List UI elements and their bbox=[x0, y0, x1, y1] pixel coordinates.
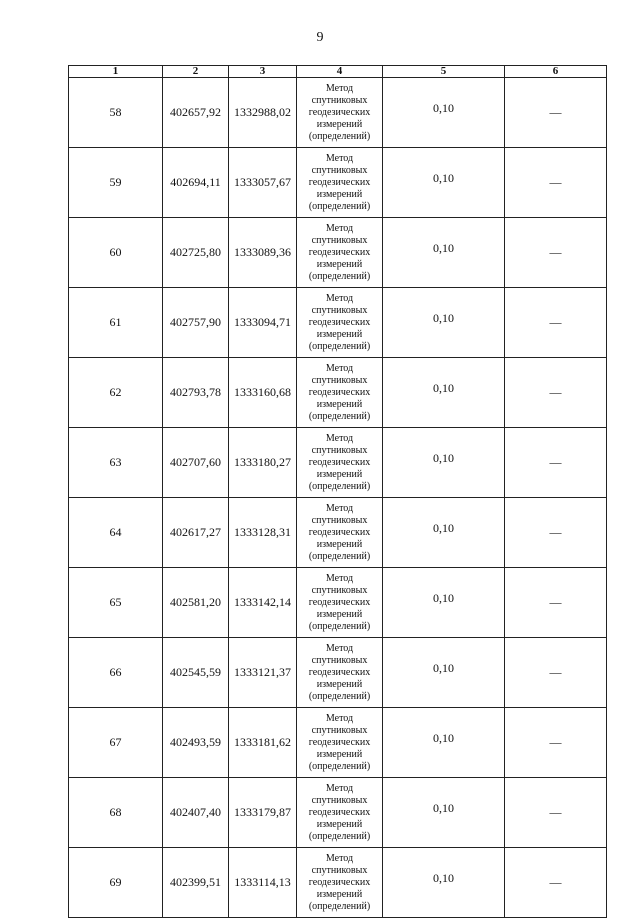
table-body bbox=[69, 78, 607, 918]
x-coordinate-cell: 402545,59 bbox=[163, 638, 229, 708]
point-number-cell: 60 bbox=[69, 218, 163, 288]
method-cell bbox=[297, 148, 383, 218]
y-coordinate-cell: 1333121,37 bbox=[229, 638, 297, 708]
accuracy-cell: 0,10 bbox=[383, 148, 505, 218]
method-line: спутниковых bbox=[311, 374, 368, 386]
y-coordinate-cell: 1333142,14 bbox=[229, 568, 297, 638]
header-col-4: 4 bbox=[297, 66, 383, 78]
point-number-cell: 69 bbox=[69, 848, 163, 918]
accuracy-cell: 0,10 bbox=[383, 708, 505, 778]
method-line: геодезических bbox=[308, 316, 371, 328]
note-cell bbox=[505, 288, 607, 358]
method-line: Метод bbox=[325, 152, 354, 164]
x-coordinate-cell: 402657,92 bbox=[163, 78, 229, 148]
note-cell bbox=[505, 428, 607, 498]
method-line: измерений bbox=[316, 678, 363, 690]
accuracy-cell: 0,10 bbox=[383, 358, 505, 428]
header-col-6: 6 bbox=[505, 66, 607, 78]
header-col-2: 2 bbox=[163, 66, 229, 78]
table-row bbox=[69, 288, 607, 358]
method-line: Метод bbox=[325, 362, 354, 374]
y-coordinate-cell: 1333179,87 bbox=[229, 778, 297, 848]
x-coordinate-cell: 402793,78 bbox=[163, 358, 229, 428]
point-number-cell: 66 bbox=[69, 638, 163, 708]
table-row bbox=[69, 428, 607, 498]
method-line: геодезических bbox=[308, 806, 371, 818]
dash-mark: — bbox=[549, 315, 562, 329]
y-coordinate-cell: 1333128,31 bbox=[229, 498, 297, 568]
method-line: измерений bbox=[316, 818, 363, 830]
y-coordinate-cell: 1333057,67 bbox=[229, 148, 297, 218]
dash-mark: — bbox=[549, 245, 562, 259]
note-cell bbox=[505, 358, 607, 428]
method-line: Метод bbox=[325, 432, 354, 444]
y-coordinate-cell: 1333114,13 bbox=[229, 848, 297, 918]
point-number-cell: 58 bbox=[69, 78, 163, 148]
method-line: спутниковых bbox=[311, 444, 368, 456]
accuracy-cell: 0,10 bbox=[383, 288, 505, 358]
method-line: измерений bbox=[316, 608, 363, 620]
dash-mark: — bbox=[549, 595, 562, 609]
method-cell bbox=[297, 778, 383, 848]
method-line: (определений) bbox=[308, 410, 371, 422]
accuracy-cell: 0,10 bbox=[383, 498, 505, 568]
method-line: спутниковых bbox=[311, 864, 368, 876]
method-line: спутниковых bbox=[311, 584, 368, 596]
point-number-cell: 59 bbox=[69, 148, 163, 218]
table-row bbox=[69, 78, 607, 148]
table-header-row bbox=[69, 66, 607, 78]
method-line: Метод bbox=[325, 82, 354, 94]
point-number-cell: 67 bbox=[69, 708, 163, 778]
method-cell bbox=[297, 428, 383, 498]
method-cell bbox=[297, 848, 383, 918]
method-line: (определений) bbox=[308, 830, 371, 842]
method-line: геодезических bbox=[308, 596, 371, 608]
table-row bbox=[69, 638, 607, 708]
method-line: (определений) bbox=[308, 270, 371, 282]
table-row bbox=[69, 708, 607, 778]
method-line: спутниковых bbox=[311, 164, 368, 176]
dash-mark: — bbox=[549, 735, 562, 749]
x-coordinate-cell: 402407,40 bbox=[163, 778, 229, 848]
method-line: измерений bbox=[316, 328, 363, 340]
dash-mark: — bbox=[549, 385, 562, 399]
method-line: геодезических bbox=[308, 106, 371, 118]
point-number-cell: 62 bbox=[69, 358, 163, 428]
table-row bbox=[69, 778, 607, 848]
note-cell bbox=[505, 148, 607, 218]
method-line: спутниковых bbox=[311, 724, 368, 736]
note-cell bbox=[505, 708, 607, 778]
method-line: геодезических bbox=[308, 456, 371, 468]
note-cell bbox=[505, 78, 607, 148]
note-cell bbox=[505, 568, 607, 638]
note-cell bbox=[505, 848, 607, 918]
note-cell bbox=[505, 638, 607, 708]
table-row bbox=[69, 568, 607, 638]
y-coordinate-cell: 1333180,27 bbox=[229, 428, 297, 498]
method-cell bbox=[297, 708, 383, 778]
method-line: (определений) bbox=[308, 200, 371, 212]
method-line: измерений bbox=[316, 538, 363, 550]
note-cell bbox=[505, 778, 607, 848]
x-coordinate-cell: 402707,60 bbox=[163, 428, 229, 498]
dash-mark: — bbox=[549, 805, 562, 819]
method-line: геодезических bbox=[308, 876, 371, 888]
table-row bbox=[69, 498, 607, 568]
method-line: спутниковых bbox=[311, 514, 368, 526]
x-coordinate-cell: 402493,59 bbox=[163, 708, 229, 778]
method-line: Метод bbox=[325, 222, 354, 234]
y-coordinate-cell: 1333160,68 bbox=[229, 358, 297, 428]
method-line: геодезических bbox=[308, 666, 371, 678]
y-coordinate-cell: 1332988,02 bbox=[229, 78, 297, 148]
method-cell bbox=[297, 568, 383, 638]
method-line: геодезических bbox=[308, 386, 371, 398]
x-coordinate-cell: 402694,11 bbox=[163, 148, 229, 218]
method-line: спутниковых bbox=[311, 654, 368, 666]
dash-mark: — bbox=[549, 105, 562, 119]
method-cell bbox=[297, 288, 383, 358]
point-number-cell: 68 bbox=[69, 778, 163, 848]
method-line: (определений) bbox=[308, 340, 371, 352]
y-coordinate-cell: 1333089,36 bbox=[229, 218, 297, 288]
header-col-1: 1 bbox=[69, 66, 163, 78]
method-line: измерений bbox=[316, 468, 363, 480]
y-coordinate-cell: 1333094,71 bbox=[229, 288, 297, 358]
accuracy-cell: 0,10 bbox=[383, 638, 505, 708]
dash-mark: — bbox=[549, 665, 562, 679]
method-line: геодезических bbox=[308, 736, 371, 748]
x-coordinate-cell: 402399,51 bbox=[163, 848, 229, 918]
method-line: измерений bbox=[316, 258, 363, 270]
method-line: измерений bbox=[316, 118, 363, 130]
method-line: (определений) bbox=[308, 550, 371, 562]
method-line: спутниковых bbox=[311, 234, 368, 246]
point-number-cell: 63 bbox=[69, 428, 163, 498]
dash-mark: — bbox=[549, 875, 562, 889]
y-coordinate-cell: 1333181,62 bbox=[229, 708, 297, 778]
method-line: Метод bbox=[325, 852, 354, 864]
point-number-cell: 65 bbox=[69, 568, 163, 638]
method-line: (определений) bbox=[308, 620, 371, 632]
x-coordinate-cell: 402757,90 bbox=[163, 288, 229, 358]
method-cell bbox=[297, 498, 383, 568]
table-row bbox=[69, 848, 607, 918]
method-cell bbox=[297, 358, 383, 428]
method-line: спутниковых bbox=[311, 794, 368, 806]
method-line: (определений) bbox=[308, 130, 371, 142]
coordinates-table bbox=[68, 65, 607, 918]
method-line: спутниковых bbox=[311, 94, 368, 106]
table-row bbox=[69, 358, 607, 428]
dash-mark: — bbox=[549, 525, 562, 539]
note-cell bbox=[505, 498, 607, 568]
table-row bbox=[69, 148, 607, 218]
method-line: Метод bbox=[325, 292, 354, 304]
method-line: Метод bbox=[325, 642, 354, 654]
x-coordinate-cell: 402617,27 bbox=[163, 498, 229, 568]
x-coordinate-cell: 402581,20 bbox=[163, 568, 229, 638]
method-line: геодезических bbox=[308, 176, 371, 188]
method-cell bbox=[297, 218, 383, 288]
method-line: измерений bbox=[316, 748, 363, 760]
dash-mark: — bbox=[549, 455, 562, 469]
point-number-cell: 61 bbox=[69, 288, 163, 358]
method-line: (определений) bbox=[308, 690, 371, 702]
method-line: измерений bbox=[316, 398, 363, 410]
note-cell bbox=[505, 218, 607, 288]
header-col-5: 5 bbox=[383, 66, 505, 78]
accuracy-cell: 0,10 bbox=[383, 568, 505, 638]
method-line: Метод bbox=[325, 502, 354, 514]
x-coordinate-cell: 402725,80 bbox=[163, 218, 229, 288]
accuracy-cell: 0,10 bbox=[383, 78, 505, 148]
method-line: (определений) bbox=[308, 760, 371, 772]
table-row bbox=[69, 218, 607, 288]
method-line: геодезических bbox=[308, 246, 371, 258]
method-line: Метод bbox=[325, 572, 354, 584]
method-line: геодезических bbox=[308, 526, 371, 538]
page-number: 9 bbox=[316, 30, 324, 45]
method-line: спутниковых bbox=[311, 304, 368, 316]
accuracy-cell: 0,10 bbox=[383, 848, 505, 918]
method-line: Метод bbox=[325, 782, 354, 794]
point-number-cell: 64 bbox=[69, 498, 163, 568]
accuracy-cell: 0,10 bbox=[383, 778, 505, 848]
method-line: измерений bbox=[316, 888, 363, 900]
method-line: (определений) bbox=[308, 900, 371, 912]
accuracy-cell: 0,10 bbox=[383, 428, 505, 498]
method-line: измерений bbox=[316, 188, 363, 200]
header-col-3: 3 bbox=[229, 66, 297, 78]
method-cell bbox=[297, 638, 383, 708]
method-cell bbox=[297, 78, 383, 148]
method-line: Метод bbox=[325, 712, 354, 724]
accuracy-cell: 0,10 bbox=[383, 218, 505, 288]
method-line: (определений) bbox=[308, 480, 371, 492]
dash-mark: — bbox=[549, 175, 562, 189]
